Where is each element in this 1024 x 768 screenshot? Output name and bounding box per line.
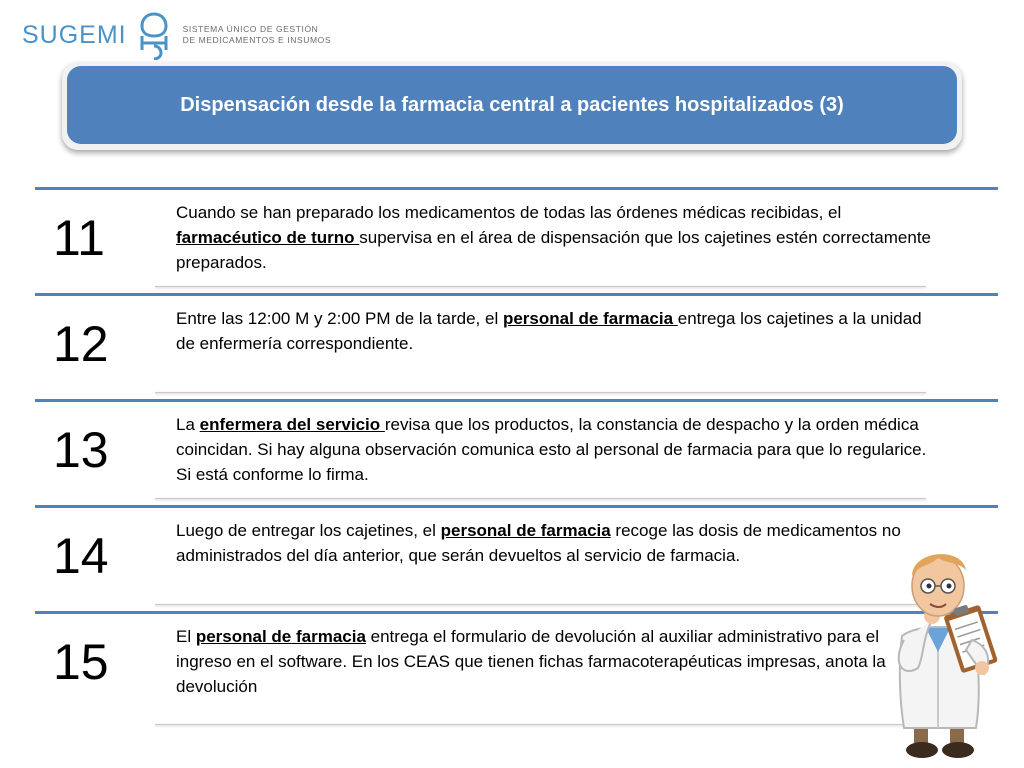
sugemi-logo [22,10,331,60]
step-text: entrega el formulario de devolución al auxiliar administrativo para el ingreso en el software. En los CEAS que tienen fichas farmacoterapéuticas impresas, anota la devolución [176,627,886,696]
divider [155,724,926,725]
step-role: personal de farmacia [195,627,366,646]
step-number: 13 [53,422,109,478]
step-text: Entre las 12:00 M y 2:00 PM de la tarde, el [176,309,503,328]
logo-subtitle-line1: SISTEMA ÚNICO DE GESTIÓN [182,24,319,34]
steps-table [35,187,998,721]
step-number: 12 [53,316,109,372]
step-text: recoge las dosis de medicamentos no administrados del día anterior, que serán devueltos al servicio de farmacia. [176,521,901,565]
step-role: enfermera del servicio [199,415,385,434]
step-description [176,518,936,568]
sugemi-logo-icon [135,10,173,60]
step-text: supervisa en el área de dispensación que los cajetines estén correctamente preparados. [176,228,931,272]
step-number: 11 [53,210,105,266]
step-row [35,611,998,721]
step-description [176,200,936,275]
step-text: revisa que los productos, la constancia de despacho y la orden médica coincidan. Si hay alguna observación comunica esto al personal de farmacia para que lo regularice. Si está conforme lo firma. [176,415,927,484]
logo-subtitle [183,24,332,46]
step-text: Luego de entregar los cajetines, el [176,521,441,540]
pharmacist-clipboard-icon [892,528,1004,766]
step-description [176,412,936,487]
step-role: farmacéutico de turno [176,228,360,247]
step-number: 15 [53,634,109,690]
logo-wordmark: SUGEMI [22,20,127,49]
step-number: 14 [53,528,109,584]
step-role: personal de farmacia [502,309,678,328]
step-description [176,624,936,699]
title-banner [67,66,957,144]
logo-subtitle-line2: DE MEDICAMENTOS E INSUMOS [182,35,332,45]
step-text: Cuando se han preparado los medicamentos de todas las órdenes médicas recibidas, el [176,203,842,222]
step-text: El [176,627,196,646]
step-text: entrega los cajetines a la unidad de enfermería correspondiente. [176,309,922,353]
step-row [35,399,998,505]
step-row [35,187,998,293]
step-row [35,293,998,399]
step-row [35,505,998,611]
step-description [176,306,936,356]
divider [155,498,926,499]
step-text: La [176,415,200,434]
page-title: Dispensación desde la farmacia central a pacientes hospitalizados (3) [180,93,844,116]
divider [155,392,926,393]
divider [155,286,926,287]
step-role: personal de farmacia [440,521,611,540]
divider [155,604,926,605]
